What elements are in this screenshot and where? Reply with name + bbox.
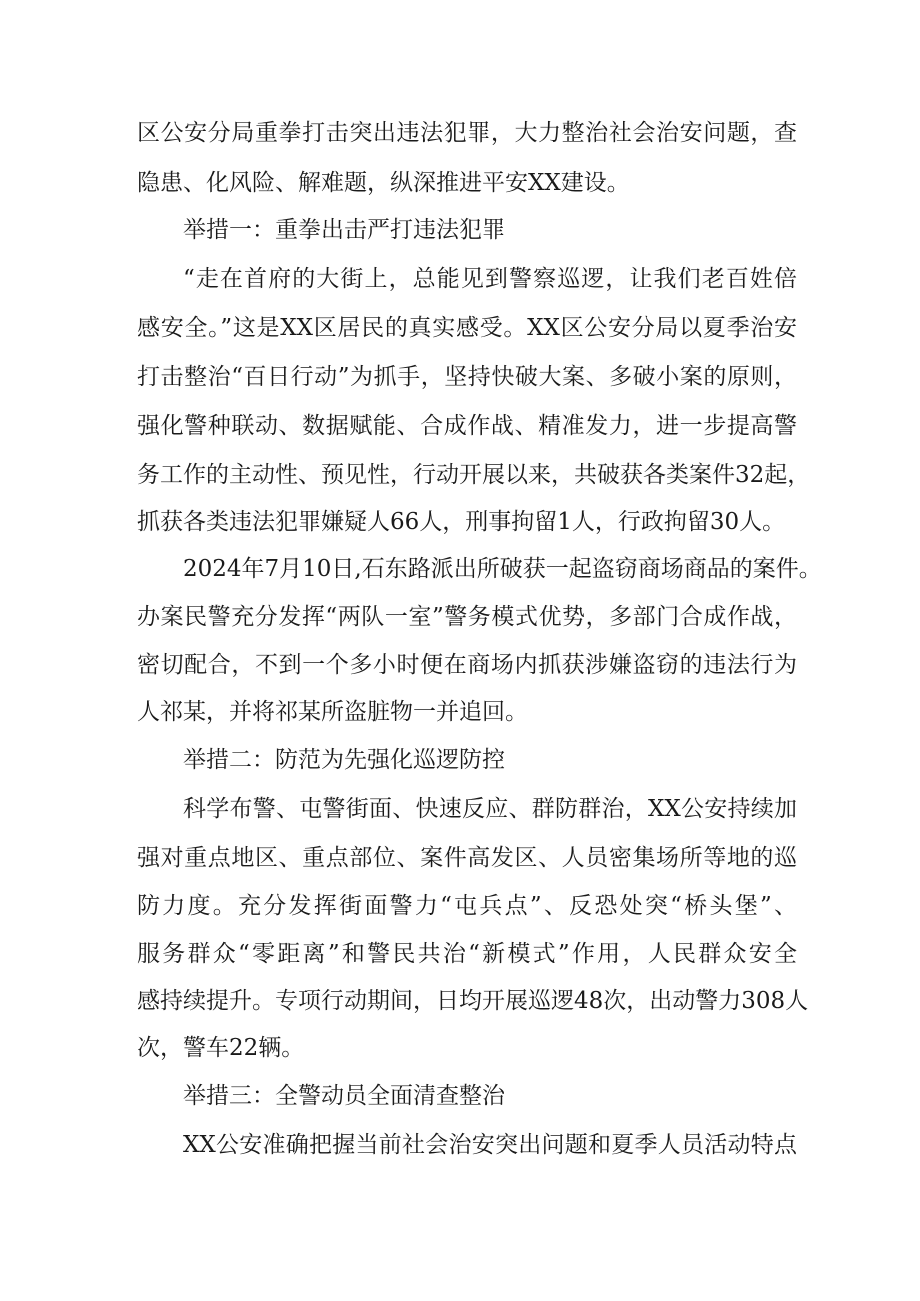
- intro-line-1: 区公安分局重拳打击突出违法犯罪，大力整治社会治安问题，查: [137, 120, 797, 146]
- measure-1-para-1-line-2: 感安全。”这是XX区居民的真实感受。XX区公安分局以夏季治安: [137, 315, 797, 341]
- measure-2-para-1-line-3: 防力度。充分发挥街面警力“屯兵点”、反恐处突“桥头堡”、: [137, 893, 797, 919]
- measure-1-para-1-line-1: “走在首府的大街上，总能见到警察巡逻，让我们老百姓倍: [183, 266, 797, 292]
- measure-1-para-2-line-3: 密切配合，不到一个多小时便在商场内抓获涉嫌盗窃的违法行为: [137, 652, 797, 678]
- measure-1-para-1-line-4: 强化警种联动、数据赋能、合成作战、精准发力，进一步提高警: [137, 413, 797, 439]
- measure-2-para-1-line-1: 科学布警、屯警街面、快速反应、群防群治，XX公安持续加: [183, 796, 797, 822]
- measure-1-para-1-line-6: 抓获各类违法犯罪嫌疑人66人，刑事拘留1人，行政拘留30人。: [137, 509, 786, 535]
- measure-3-heading: 举措三：全警动员全面清查整治: [183, 1083, 505, 1109]
- measure-2-para-1-line-2: 强对重点地区、重点部位、案件高发区、人员密集场所等地的巡: [137, 845, 797, 871]
- measure-2-heading: 举措二：防范为先强化巡逻防控: [183, 747, 505, 773]
- intro-line-2: 隐患、化风险、解难题，纵深推进平安XX建设。: [137, 170, 630, 196]
- measure-1-para-2-line-2: 办案民警充分发挥“两队一室”警务模式优势，多部门合成作战，: [137, 604, 797, 630]
- measure-1-para-2-line-4: 人祁某，并将祁某所盗脏物一并追回。: [137, 699, 528, 725]
- measure-1-para-1-line-3: 打击整治“百日行动”为抓手，坚持快破大案、多破小案的原则，: [137, 364, 797, 390]
- measure-3-para-1-line-1: XX公安准确把握当前社会治安突出问题和夏季人员活动特点: [183, 1132, 797, 1158]
- measure-2-para-1-line-4: 服务群众“零距离”和警民共治“新模式”作用，人民群众安全: [137, 941, 797, 967]
- measure-2-para-1-line-5: 感持续提升。专项行动期间，日均开展巡逻48次，出动警力308人: [137, 988, 809, 1014]
- measure-1-para-2-line-1: 2024年7月10日,石东路派出所破获一起盗窃商场商品的案件。: [183, 556, 822, 582]
- measure-1-para-1-line-5: 务工作的主动性、预见性，行动开展以来，共破获各类案件32起，: [137, 462, 811, 488]
- measure-1-heading: 举措一：重拳出击严打违法犯罪: [183, 217, 505, 243]
- measure-2-para-1-line-6: 次，警车22辆。: [137, 1035, 305, 1061]
